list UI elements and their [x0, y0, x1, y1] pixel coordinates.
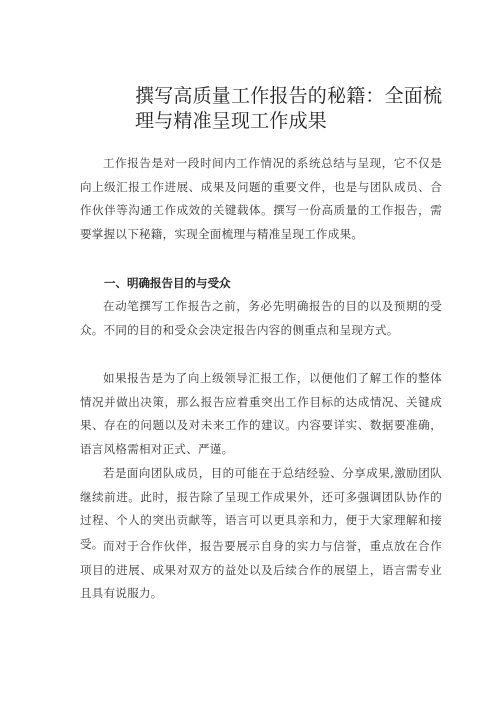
section-paragraph: 而对于合作伙伴，报告要展示自身的实力与信誉，重点放在合作项目的进展、成果对双方的益处以及后续合作的展望上，语言需专业且具有说服力。: [80, 539, 442, 601]
section-heading: 一、明确报告目的与受众: [104, 276, 231, 290]
section-paragraph: 如果报告是为了向上级领导汇报工作，以便他们了解工作的整体情况并做出决策，那么报告应着重突出工作目标的达成情况、关键成果、存在的问题以及对未来工作的建议。内容要详实、数据要准确，语言风格需相对正式、严谨。: [80, 371, 442, 456]
document-title: 撰写高质量工作报告的秘籍：全面梳理与精准呈现工作成果: [135, 85, 443, 132]
intro-paragraph: 工作报告是对一段时间内工作情况的系统总结与呈现，它不仅是向上级汇报工作进展、成果及问题的重要文件，也是与团队成员、合作伙伴等沟通工作成效的关键载体。撰写一份高质量的工作报告，需要掌握以下秘籍，实现全面梳理与精准呈现工作成果。: [80, 156, 442, 241]
section-paragraph: 若是面向团队成员，目的可能在于总结经验、分享成果,激励团队继续前进。此时，报告除了呈现工作成果外，还可多强调团队协作的过程、个人的突出贡献等，语言可以更具亲和力，便于大家理解和接受。: [80, 466, 442, 551]
section-paragraph: 在动笔撰写工作报告之前，务必先明确报告的目的以及预期的受众。不同的目的和受众会决定报告内容的侧重点和呈现方式。: [80, 299, 442, 337]
